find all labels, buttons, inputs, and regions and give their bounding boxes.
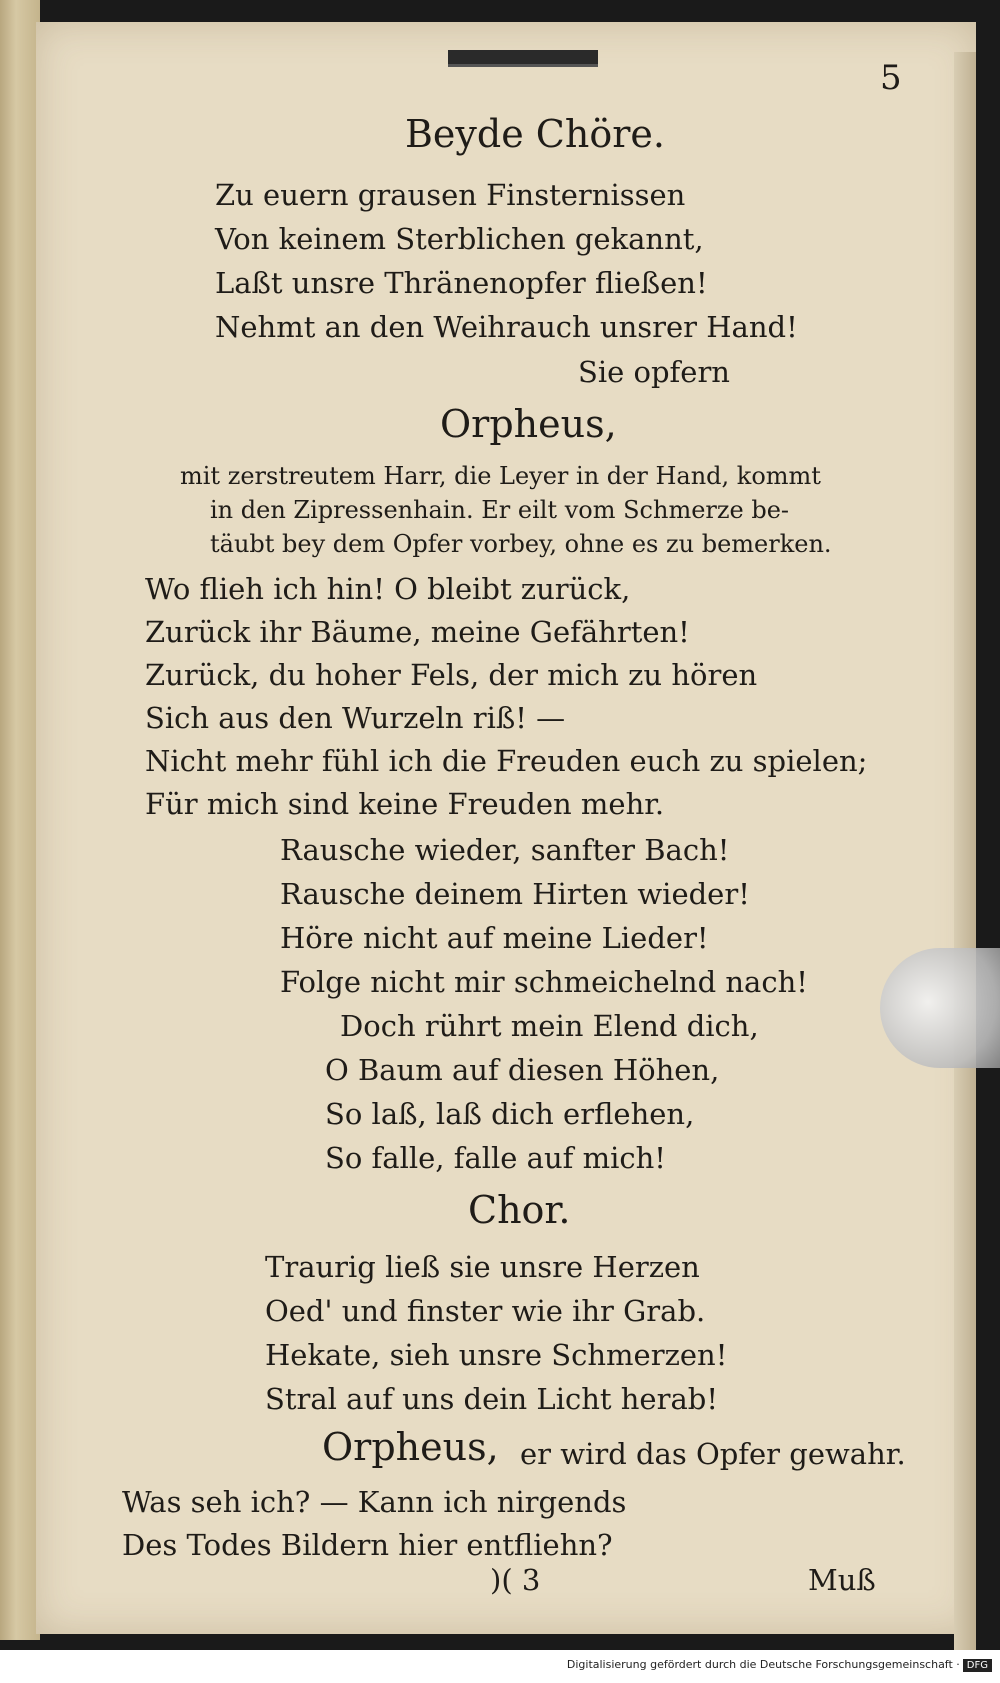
verse-line: Von keinem Sterblichen gekannt, <box>215 222 704 256</box>
verse-line: Für mich sind keine Freuden mehr. <box>145 787 665 821</box>
signature-mark: )( 3 <box>490 1563 541 1597</box>
decorative-rule <box>448 50 598 67</box>
verse-line: Laßt unsre Thränenopfer fließen! <box>215 266 708 300</box>
verse-line: Höre nicht auf meine Lieder! <box>280 921 709 955</box>
verse-line: Traurig ließ sie unsre Herzen <box>265 1250 700 1284</box>
page-edge <box>954 52 976 1652</box>
verse-line: Wo flieh ich hin! O bleibt zurück, <box>145 572 631 606</box>
verse-line: Hekate, sieh unsre Schmerzen! <box>265 1338 728 1372</box>
verse-line: Zurück, du hoher Fels, der mich zu hören <box>145 658 758 692</box>
stage-direction: Sie opfern <box>578 355 730 389</box>
verse-line: Rausche wieder, sanfter Bach! <box>280 833 730 867</box>
verse-line: So laß, laß dich erflehen, <box>325 1097 695 1131</box>
credit-text <box>567 1658 992 1671</box>
credit-label: Digitalisierung gefördert durch die Deutsche Forschungsgemeinschaft · <box>566 1658 960 1671</box>
stage-direction: er wird das Opfer gewahr. <box>520 1437 906 1471</box>
heading-beyde-chore: Beyde Chöre. <box>405 112 665 156</box>
heading-chor: Chor. <box>468 1188 571 1232</box>
stage-direction: in den Zipressenhain. Er eilt vom Schmerze be- <box>210 496 790 524</box>
verse-line: Nehmt an den Weihrauch unsrer Hand! <box>215 310 798 344</box>
verse-line: Folge nicht mir schmeichelnd nach! <box>280 965 808 999</box>
verse-line: Oed' und finster wie ihr Grab. <box>265 1294 706 1328</box>
verse-line: Doch rührt mein Elend dich, <box>340 1009 759 1043</box>
verse-line: Des Todes Bildern hier entfliehn? <box>122 1528 613 1562</box>
catchword: Muß <box>808 1563 876 1597</box>
thumb-shadow <box>880 948 1000 1068</box>
stage-direction: mit zerstreutem Harr, die Leyer in der Hand, kommt <box>180 462 821 490</box>
page-number: 5 <box>880 58 902 98</box>
verse-line: Zurück ihr Bäume, meine Gefährten! <box>145 615 690 649</box>
heading-orpheus: Orpheus, <box>440 402 617 446</box>
dfg-logo: DFG <box>963 1659 992 1672</box>
verse-line: Sich aus den Wurzeln riß! — <box>145 701 566 735</box>
verse-line: Zu euern grausen Finsternissen <box>215 178 686 212</box>
verse-line: Stral auf uns dein Licht herab! <box>265 1382 718 1416</box>
book-spine <box>0 0 40 1640</box>
verse-line: O Baum auf diesen Höhen, <box>325 1053 720 1087</box>
verse-line: Was seh ich? — Kann ich nirgends <box>122 1485 627 1519</box>
heading-orpheus: Orpheus, <box>322 1425 499 1469</box>
verse-line: So falle, falle auf mich! <box>325 1141 666 1175</box>
credit-bar <box>0 1650 1000 1683</box>
verse-line: Rausche deinem Hirten wieder! <box>280 877 750 911</box>
verse-line: Nicht mehr fühl ich die Freuden euch zu spielen; <box>145 744 868 778</box>
stage-direction: täubt bey dem Opfer vorbey, ohne es zu bemerken. <box>210 530 832 558</box>
